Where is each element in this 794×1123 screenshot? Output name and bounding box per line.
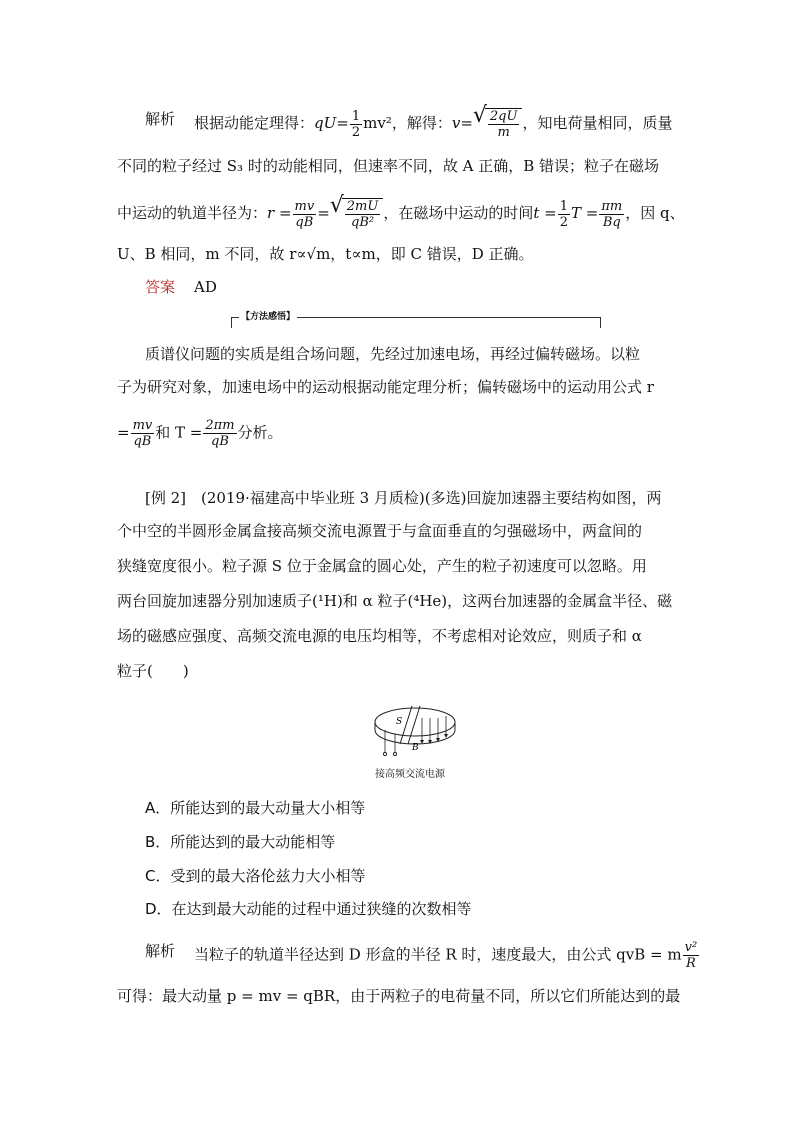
option-b: B．所能达到的最大动能相等 (145, 833, 336, 851)
solution-label: 解析 (145, 110, 176, 128)
document-page: 解析 根据动能定理得：qU= $\frac{1}{2}$ mv²，解得：v= √ $\frac{2qU}{m}$ ，知电荷量相同，质量 不同的粒子经过 S₃ 时的动能相同，但速率不同，故 A 正确，B 错误；粒子在磁场 中运动的轨道半径为：r = $\frac{mv}{qB}$ = √ $\frac{2mU}{\text{qB²}}$ ，在磁场中运动的时间t = $\frac{1}{2}$ T = $\frac{\pi m}{Bq}$ ，因 q、 U、B 相同，m 不同，故 r∝√m，t∝m，即 C 错误，D 正确。 答案 AD 【方法感悟】 质谱仪问题的实质是组合场问题，先经过加速电场，再经过偏转磁场。以粒 子为研究对象，加速电场中的运动根据动能定理分析；偏转磁场中的运动用公式 r = $\frac{mv}{qB}$ 和 T = $\frac{2\pi m}{qB}$ 分析。 [例 2] (2019·福建高中毕业班 3 月质检)(多选)回旋加速器主要结构如图，两 个中空的半圆形金属盒接高频交流电源置于与盒面垂直的匀强磁场中，两盒间的 狭缝宽度很小。粒子源 S 位于金属盒的圆心处，产生的粒子初速度可以忽略。用 两台回旋加速器分别加速质子(¹H)和 α 粒子(⁴He)，这两台加速器的金属盒半径、磁 场的磁感应强度、高频交流电源的电压均相等，不考虑相对论效应，则质子和 α 粒子( ) S B 接高频交流电源 A．所能达到的最大动量大小相等 B．所能达到的最大动能相等 C．受到的最大洛伦兹力大小相等 D．在达到最大动能的过程中通过狭缝的次数相等 解析 当粒子的轨道半径达到 D 形盒的半径 R 时，速度最大，由公式 qvB = m $\frac{\text{v²}}{R}$ 可得：最大动量 p = mv = qBR，由于两粒子的电荷量不同，所以它们所能达到的最 (0, 0, 794, 1123)
answer-label: 答案 (145, 278, 176, 296)
option-d: D．在达到最大动能的过程中通过狭缝的次数相等 (145, 900, 472, 918)
sqrt-expression: √ $\frac{2qU}{m}$ (485, 108, 523, 140)
method-box-title: 【方法感悟】 (239, 309, 297, 322)
figure-caption: 接高频交流电源 (375, 769, 445, 780)
option-a: A．所能达到的最大动量大小相等 (145, 799, 366, 817)
answer-value: AD (194, 278, 217, 296)
option-c: C．受到的最大洛伦兹力大小相等 (145, 867, 366, 885)
solution2-label: 解析 (145, 942, 176, 960)
figure-label-s: S (396, 717, 403, 727)
figure-label-b: B (412, 743, 419, 753)
fraction: $\frac{1}{2}$ (351, 108, 361, 140)
